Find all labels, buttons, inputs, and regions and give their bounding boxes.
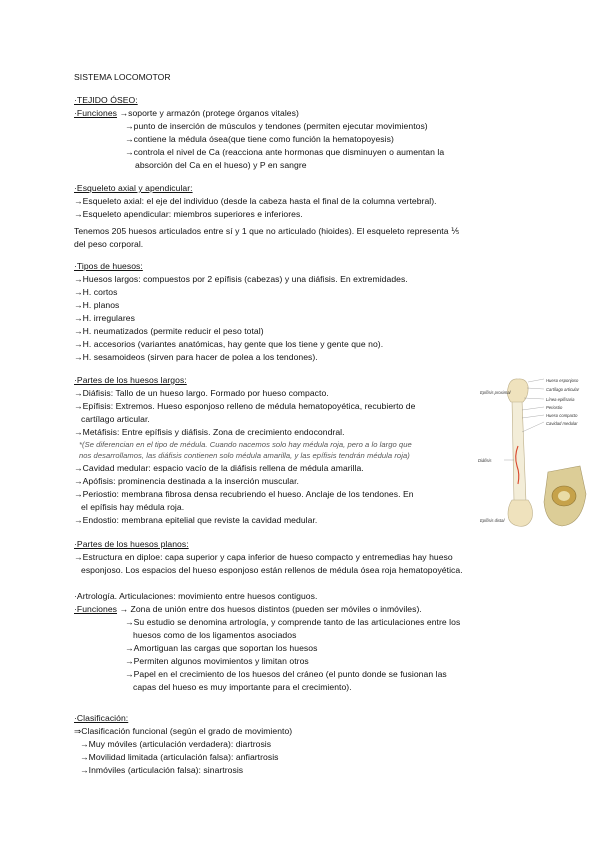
funciones-item: →contiene la médula ósea(que tiene como función la hematopoyesis)	[125, 134, 394, 144]
cavity-core-shape	[558, 491, 570, 501]
section-heading-tipos: ·Tipos de huesos:	[74, 261, 143, 271]
funciones-line	[74, 108, 299, 119]
label-epifisis-proximal: Epífisis proximal	[480, 390, 511, 395]
document-title: SISTEMA LOCOMOTOR	[74, 72, 171, 82]
esqueleto-line: →Esqueleto apendicular: miembros superiores e inferiores.	[74, 209, 303, 219]
artro-item: →Papel en el crecimiento de los huesos del cráneo (el punto donde se fusionan las	[125, 669, 447, 679]
artro-funciones-label: ·Funciones	[74, 604, 118, 614]
label-hueso-esponjoso: Hueso esponjoso	[546, 378, 579, 383]
distal-epiphysis-shape	[508, 500, 533, 526]
esqueleto-note: del peso corporal.	[74, 239, 144, 249]
label-cartilago-articular: Cartílago articular	[546, 387, 580, 392]
artro-item: →Amortiguan las cargas que soportan los huesos	[125, 643, 318, 653]
proximal-epiphysis-shape	[507, 379, 528, 402]
largos-line: →Diáfisis: Tallo de un hueso largo. Formado por hueso compacto.	[74, 388, 329, 398]
clasif-line: ⇒Clasificación funcional (según el grado de movimiento)	[74, 726, 293, 736]
label-cavidad-medular: Cavidad medular	[546, 421, 578, 426]
tipos-line: →H. accesorios (variantes anatómicas, hay gente que los tiene y gente que no).	[74, 339, 384, 349]
label-epifisis-distal: Epífisis distal	[480, 518, 505, 523]
funciones-first: →soporte y armazón (protege órganos vitales)	[117, 108, 299, 118]
tipos-line: →H. planos	[74, 300, 120, 310]
artrologia-line: ·Artrología. Articulaciones: movimiento entre huesos contiguos.	[74, 591, 318, 601]
esqueleto-line: →Esqueleto axial: el eje del individuo (desde la cabeza hasta el final de la columna vertebral).	[74, 196, 437, 206]
clasif-line: →Movilidad limitada (articulación falsa): anfiartrosis	[80, 752, 279, 762]
tipos-line: →H. neumatizados (permite reducir el peso total)	[74, 326, 264, 336]
artro-funciones-first: → Zona de unión entre dos huesos distintos (pueden ser móviles o inmóviles).	[117, 604, 422, 614]
artro-item: →Permiten algunos movimientos y limitan otros	[125, 656, 309, 666]
label-linea-epifisaria: Línea epifisaria	[546, 397, 575, 402]
clasif-line: →Muy móviles (articulación verdadera): diartrosis	[80, 739, 272, 749]
esqueleto-note: Tenemos 205 huesos articulados entre sí y 1 que no articulado (hioides). El esqueleto representa ⅕	[74, 226, 460, 236]
funciones-item: →controla el nivel de Ca (reacciona ante hormonas que disminuyen o aumentan la	[125, 147, 445, 157]
section-heading-tejido: ·TEJIDO ÓSEO:	[74, 95, 138, 105]
section-heading-esqueleto: ·Esqueleto axial y apendicular:	[74, 183, 193, 193]
long-bone-illustration	[474, 374, 598, 536]
label-diafisis: Diáfisis	[478, 458, 492, 463]
section-heading-largos: ·Partes de los huesos largos:	[74, 375, 187, 385]
tipos-line: →H. irregulares	[74, 313, 135, 323]
largos-line: →Cavidad medular: espacio vacío de la diáfisis rellena de médula amarilla.	[74, 463, 364, 473]
funciones-item: →punto de inserción de músculos y tendones (permiten ejecutar movimientos)	[125, 121, 428, 131]
section-heading-clasificacion: ·Clasificación:	[74, 713, 129, 723]
artro-item: capas del hueso es muy importante para el crecimiento).	[133, 682, 352, 692]
tipos-line: →H. sesamoideos (sirven para hacer de polea a los tendones).	[74, 352, 318, 362]
largos-line: →Epífisis: Extremos. Hueso esponjoso relleno de médula hematopoyética, recubierto de	[74, 401, 416, 411]
largos-line: →Apófisis: prominencia destinada a la inserción muscular.	[74, 476, 299, 486]
largos-line: →Endostio: membrana epitelial que reviste la cavidad medular.	[74, 515, 318, 525]
diaphysis-shape	[512, 400, 526, 502]
funciones-item: absorción del Ca en el hueso) y P en sangre	[135, 160, 307, 170]
section-heading-planos: ·Partes de los huesos planos:	[74, 539, 189, 549]
planos-line: esponjoso. Los espacios del hueso esponjoso están rellenos de médula ósea roja hematopoyética.	[81, 565, 463, 575]
planos-line: →Estructura en diploe: capa superior y capa inferior de hueso compacto y entremedias hay hueso	[74, 552, 453, 562]
tipos-line: →Huesos largos: compuestos por 2 epífisis (cabezas) y una diáfisis. En extremidades.	[74, 274, 408, 284]
clasif-line: →Inmóviles (articulación falsa): sinartrosis	[80, 765, 244, 775]
artro-funciones-line	[74, 604, 422, 615]
funciones-label: ·Funciones	[74, 108, 118, 118]
label-hueso-compacto: Hueso compacto	[546, 413, 578, 418]
largos-note: nos desarrollamos, las diáfisis contienen solo médula amarilla, y las epífisis tendrán médula roja)	[79, 451, 410, 460]
label-periostio: Periostio	[546, 405, 563, 410]
largos-note: *(Se diferencian en el tipo de médula. Cuando nacemos solo hay médula roja, pero a lo largo que	[79, 440, 412, 449]
largos-line: cartílago articular.	[81, 414, 150, 424]
largos-line: →Periostio: membrana fibrosa densa recubriendo el hueso. Anclaje de los tendones. En	[74, 489, 414, 499]
artro-item: huesos como de los ligamentos asociados	[133, 630, 297, 640]
long-bone-svg	[474, 374, 598, 536]
tipos-line: →H. cortos	[74, 287, 118, 297]
largos-line: el epífisis hay médula roja.	[81, 502, 185, 512]
artro-item: →Su estudio se denomina artrología, y comprende tanto de las articulaciones entre los	[125, 617, 461, 627]
largos-line: →Metáfisis: Entre epífisis y diáfisis. Zona de crecimiento endocondral.	[74, 427, 345, 437]
